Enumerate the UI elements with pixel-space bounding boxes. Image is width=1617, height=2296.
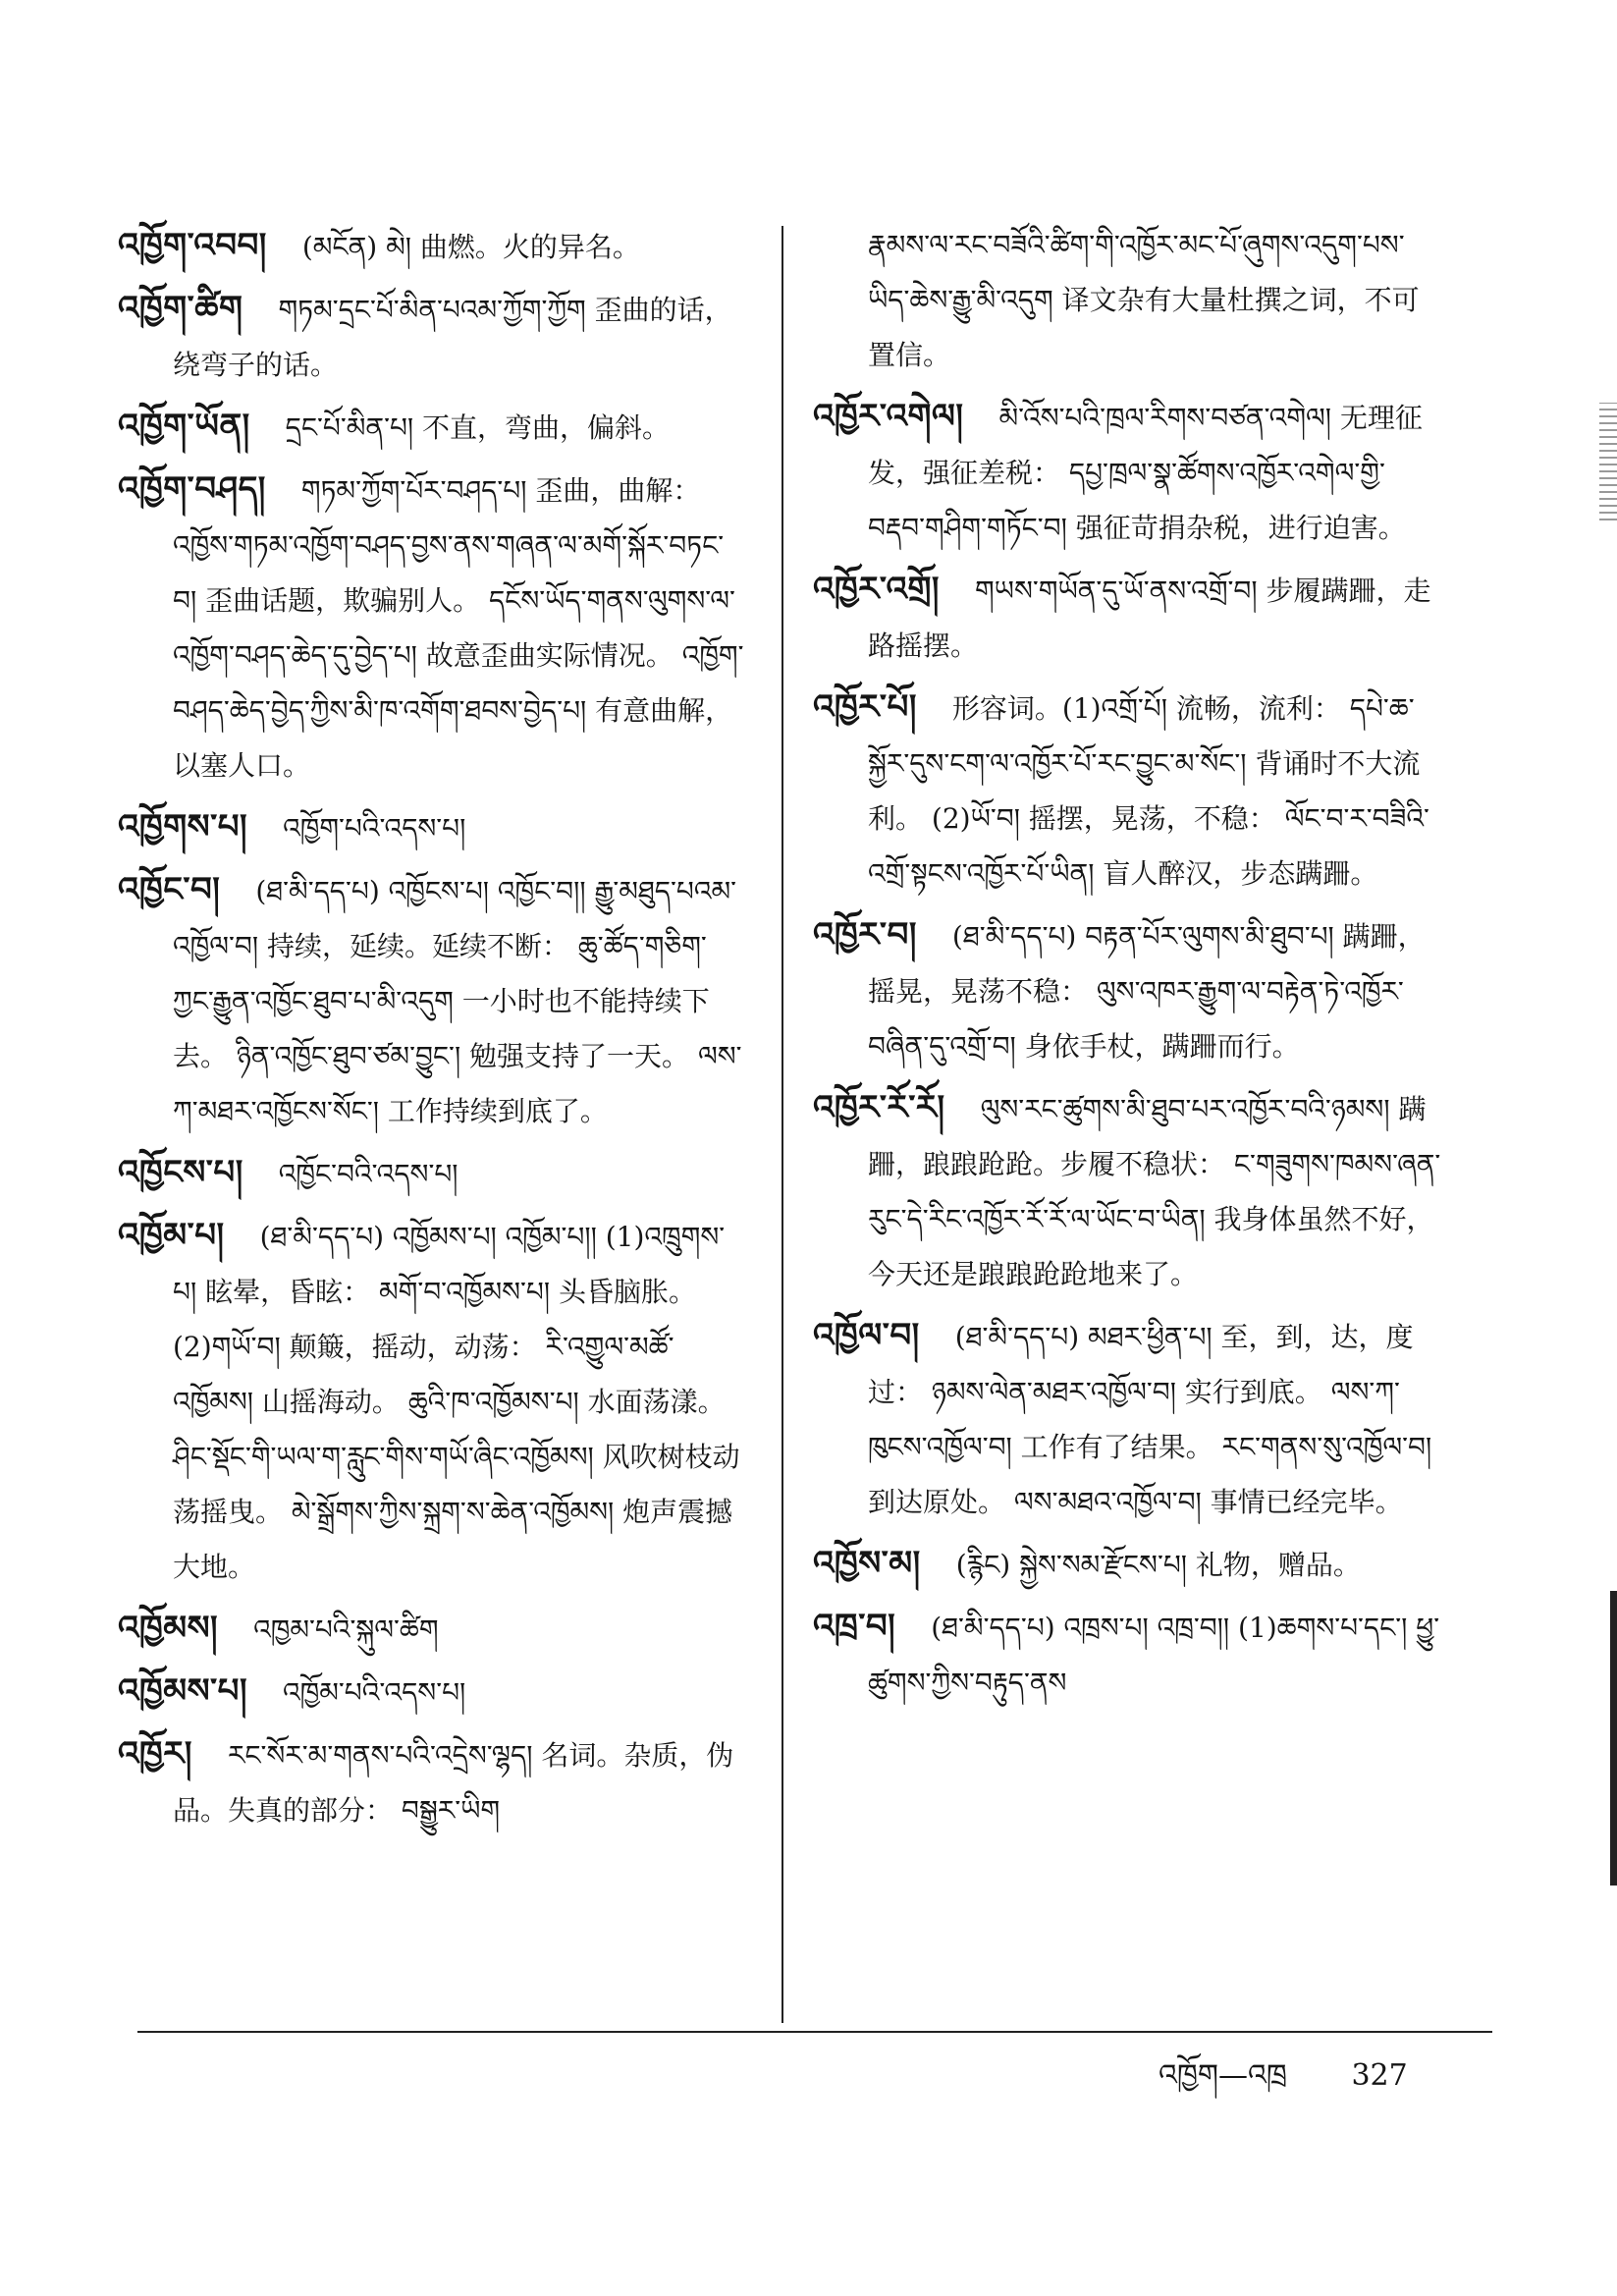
entry-definition: མི་འོས་པའི་ཁྲལ་རིགས་བཙན་འགེལ། 无理征发，强征差税： དཔྱ་ཁྲལ་སྣ་ཚོགས་འཁྱོར་འགེལ་གྱི་བརྡབ་གཤིག་གཏོང་བ། 强征苛捐杂税，进行迫害。: [868, 402, 1423, 544]
entry-headword: འཁྱོམ་པ།: [118, 1216, 225, 1255]
entry-definition: (རྙིང) སྐྱེས་སམ་རྫོངས་པ། 礼物，赠品。: [955, 1549, 1361, 1581]
dictionary-entry: [118, 799, 746, 856]
entry-definition: རང་སོར་མ་གནས་པའི་འདྲེས་ལྷད། 名词。杂质，伪品。失真的部分： བསྒྱུར་ཡིག: [173, 1739, 734, 1827]
entry-definition: རྣམས་ལ་རང་བཟོའི་ཚིག་གི་འཁྱོར་མང་པོ་ཞུགས་འདུག་པས་ཡིད་ཆེས་རྒྱུ་མི་འདུག 译文杂有大量杜撰之词，不可置信。: [868, 229, 1420, 371]
entry-headword: འཁྱོག་བཤད།: [118, 469, 266, 509]
dictionary-entry: [813, 1080, 1441, 1302]
entry-definition: (མངོན) མེ། 曲燃。火的异名。: [301, 231, 640, 263]
page-number: 327: [1351, 2058, 1408, 2093]
scan-edge-marks: [1599, 403, 1617, 520]
entry-definition: (ཐ་མི་དད་པ) འཁྲས་པ། འཁྲ་བ།། (1)ཆགས་པ་དང་། ཕྱུ་ཚུགས་ཀྱིས་བརྟུད་ནས: [868, 1612, 1440, 1699]
entry-headword: འཁྱོག་ཡོན།: [118, 407, 250, 446]
dictionary-entry: [813, 1599, 1441, 1711]
dictionary-entry: [813, 562, 1441, 674]
entry-definition: (ཐ་མི་དད་པ) མཐར་ཕྱིན་པ། 至，到，达，度过： ཉམས་ལེན་མཐར་འཁྱོལ་བ། 实行到底。 ལས་ཀ་ཁུངས་འཁྱོལ་བ། 工作有了结果。 རང་གནས་སུ་འཁྱོལ་བ། 到达原处。 ལས་མཐའ་འཁྱོལ་བ། 事情已经完毕。: [868, 1321, 1432, 1518]
entry-headword: འཁྱོགས་པ།: [118, 807, 248, 847]
entry-definition: དྲང་པོ་མིན་པ། 不直，弯曲，偏斜。: [285, 411, 671, 444]
binding-edge: [1610, 1591, 1617, 1886]
entry-definition: འཁྱོམ་པའི་འདས་པ།: [283, 1676, 466, 1709]
column-divider: [782, 226, 783, 2023]
entry-headword: འཁྱོངས་པ།: [118, 1153, 243, 1192]
entry-headword: འཁྱོར་བ།: [813, 915, 917, 955]
page-footer: [1159, 2043, 1408, 2125]
entry-definition: (ཐ་མི་དད་པ) འཁྱོམས་པ། འཁྱོམ་པ།། (1)འཁྲུགས་པ། 眩晕，昏眩： མགོ་བ་འཁྱོམས་པ། 头昏脑胀。 (2)གཡོ་བ། 颠簸，摇动，动荡： རི་འགྱུལ་མཚོ་འཁྱོམས། 山摇海动。 ཆུའི་ཁ་འཁྱོམས་པ། 水面荡漾。 ཤིང་སྡོང་གི་ཡལ་ག་རླུང་གིས་གཡོ་ཞིང་འཁྱོམས། 风吹树枝动荡摇曳。 མེ་སྒྲོགས་ཀྱིས་སྐྲག་ས་ཆེན་འཁྱོམས། 炮声震撼大地。: [173, 1221, 740, 1583]
entry-headword: འཁྱོལ་བ།: [813, 1316, 920, 1355]
footer-rule: [137, 2031, 1492, 2033]
entry-definition: (ཐ་མི་དད་པ) བརྟན་པོར་ལུགས་མི་ཐུབ་པ། 蹒跚，摇晃，晃荡不稳： ལུས་འཁར་རྒྱུག་ལ་བརྟེན་ཏེ་འཁྱོར་བཞིན་དུ་འགྲོ་བ། 身依手杖，蹒跚而行。: [868, 920, 1426, 1063]
entry-headword: འཁྱོར།: [118, 1734, 192, 1774]
entry-definition: ལུས་རང་ཚུགས་མི་ཐུབ་པར་འཁྱོར་བའི་ཉམས། 蹒跚，踉踉跄跄。步履不稳状： ང་གཟུགས་ཁམས་ཞན་རུང་དེ་རིང་འཁྱོར་རོ་རོ་ལ་ཡོང་བ་ཡིན། 我身体虽然不好，今天还是踉踉跄跄地来了。: [868, 1093, 1441, 1290]
dictionary-entry: [813, 907, 1441, 1074]
entry-headword: འཁྱོར་འགྲོ།: [813, 570, 940, 609]
dictionary-entry: [813, 389, 1441, 556]
entry-definition: འཁྱམ་པའི་སྐུལ་ཚིག: [253, 1613, 439, 1646]
dictionary-entry: [118, 1726, 746, 1838]
entry-definition: གཡས་གཡོན་དུ་ཡོ་ནས་འགྲོ་བ། 步履蹒跚，走路摇摆。: [868, 574, 1431, 662]
entry-definition: འཁྱོང་བའི་འདས་པ།: [278, 1158, 458, 1190]
entry-definition: འཁྱོག་པའི་འདས་པ།: [283, 812, 466, 845]
entry-headword: འཁྱོར་རོ་རོ།: [813, 1088, 945, 1127]
entry-headword: འཁྱོང་བ།: [118, 870, 221, 909]
entry-definition: གཏམ་དྲང་པོ་མིན་པའམ་ཀྱོག་ཀྱོག 歪曲的话，绕弯子的话。: [173, 294, 732, 381]
right-column: [813, 218, 1441, 2005]
dictionary-entry: [813, 1536, 1441, 1593]
dictionary-entry: [118, 281, 746, 393]
dictionary-entry: [118, 1208, 746, 1595]
entry-definition: 形容词。(1)འགྲོ་པོ། 流畅，流利： དཔེ་ཆ་སྐྱོར་དུས་ངག་ལ་འཁྱོར་པོ་རང་བྱུང་མ་སོང་། 背诵时不大流利。 (2)ཡོ་བ། 摇摆，晃荡，不稳： ལོང་བ་ར་བཟིའི་འགྲོ་སྟངས་འཁྱོར་པོ་ཡིན། 盲人醉汉，步态蹒跚。: [868, 692, 1429, 890]
dictionary-entry: [118, 218, 746, 275]
entry-headword: འཁྱོག་ཚིག: [118, 289, 243, 328]
entry-headword: འཁྱོར་པོ།: [813, 687, 917, 727]
left-column: [118, 218, 746, 2005]
entry-range: འཁྱོག—འཁྲ: [1159, 2058, 1287, 2093]
dictionary-entry: [118, 862, 746, 1139]
entry-headword: འཁྱོག་འབབ།: [118, 226, 267, 265]
entry-definition: (ཐ་མི་དད་པ) འཁྱོངས་པ། འཁྱོང་བ།། རྒྱུ་མཐུད་པའམ་འཁྱོལ་བ། 持续，延续。延续不断： ཆུ་ཚོད་གཅིག་ཀྱང་རྒྱུན་འཁྱོང་ཐུབ་པ་མི་འདུག 一小时也不能持续下去。 ཉིན་འཁྱོང་ཐུབ་ཙམ་བྱུང་། 勉强支持了一天。 ལས་ཀ་མཐར་འཁྱོངས་སོང་། 工作持续到底了。: [173, 875, 742, 1127]
entry-headword: འཁྱོས་མ།: [813, 1544, 921, 1583]
entry-headword: འཁྲ་བ།: [813, 1607, 896, 1646]
dictionary-entry: [118, 1145, 746, 1202]
dictionary-entry: [118, 1664, 746, 1721]
entry-headword: འཁྱོར་འགེལ།: [813, 397, 964, 436]
dictionary-entry: [118, 399, 746, 456]
dictionary-entry: [118, 462, 746, 793]
entry-headword: འཁྱོམས་པ།: [118, 1671, 248, 1711]
dictionary-entry: [813, 680, 1441, 902]
dictionary-entry-continued: [813, 218, 1441, 383]
dictionary-entry: [813, 1308, 1441, 1530]
entry-headword: འཁྱོམས།: [118, 1609, 219, 1648]
dictionary-entry: [118, 1601, 746, 1658]
entry-definition: གཏམ་ཀྱོག་པོར་བཤད་པ། 歪曲，曲解： འཁྱོས་གཏམ་འཁྱོག་བཤད་བྱས་ནས་གཞན་ལ་མགོ་སྐོར་བཏང་བ། 歪曲话题，欺骗别人。 དངོས་ཡོད་གནས་ལུགས་ལ་འཁྱོག་བཤད་ཆེད་དུ་བྱེད་པ། 故意歪曲实际情况。 འཁྱོག་བཤད་ཆེད་བྱེད་ཀྱིས་མི་ཁ་འགོག་ཐབས་བྱེད་པ། 有意曲解，以塞人口。: [173, 474, 744, 782]
